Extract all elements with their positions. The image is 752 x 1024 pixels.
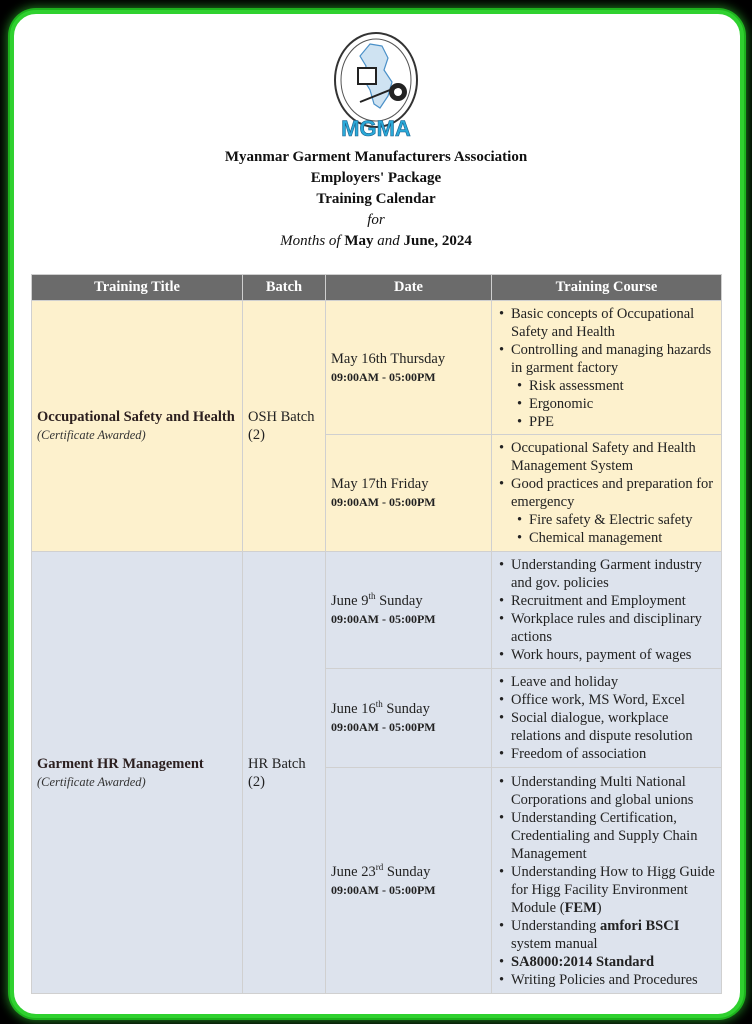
- list-item: • Workplace rules and disciplinary actions: [511, 610, 716, 646]
- sub-item: • Risk assessment: [529, 377, 716, 395]
- col-date: Date: [326, 275, 492, 301]
- list-item: • Understanding Certification, Credentialing and Supply Chain Management: [511, 809, 716, 863]
- table-row: [32, 552, 722, 669]
- list-item: • Leave and holiday: [511, 673, 716, 691]
- list-item: • Occupational Safety and Health Management System: [511, 439, 716, 475]
- sub-item: • PPE: [529, 413, 716, 431]
- list-item: • Understanding How to Higg Guide for Higg Facility Environment Module (FEM): [511, 863, 716, 917]
- list-item: • Understanding Garment industry and gov. policies: [511, 556, 716, 592]
- package-name: Employers' Package: [310, 170, 442, 186]
- list-item: • Writing Policies and Procedures: [511, 971, 716, 989]
- list-item: • Understanding Multi National Corporations and global unions: [511, 773, 716, 809]
- session-date: June 23rd Sunday: [331, 861, 431, 880]
- session-time: 09:00AM - 05:00PM: [331, 612, 436, 626]
- course-cell: [492, 435, 722, 552]
- session-time: 09:00AM - 05:00PM: [331, 369, 436, 384]
- osh-title-cell: [32, 301, 243, 552]
- list-item: • Work hours, payment of wages: [511, 646, 716, 664]
- session-time: 09:00AM - 05:00PM: [331, 882, 436, 897]
- osh-title: Occupational Safety and Health: [37, 409, 235, 425]
- session-date: May 17th Friday: [331, 476, 429, 492]
- hr-title-cell: [32, 552, 243, 994]
- date-cell: [326, 552, 492, 669]
- list-item: • Social dialogue, workplace relations and dispute resolution: [511, 709, 716, 745]
- list-item: • Office work, MS Word, Excel: [511, 691, 716, 709]
- date-cell: [326, 301, 492, 435]
- session-date: June 16th Sunday: [331, 699, 430, 717]
- course-cell: [492, 768, 722, 994]
- osh-batch: OSH Batch (2): [243, 301, 326, 552]
- sub-item: • Fire safety & Electric safety: [529, 511, 716, 529]
- logo-text: MGMA: [341, 116, 411, 141]
- session-date: May 16th Thursday: [331, 350, 446, 367]
- training-calendar-table: [31, 274, 722, 994]
- mgma-logo: [330, 30, 422, 142]
- list-item: • SA8000:2014 Standard: [511, 953, 716, 971]
- course-cell: [492, 669, 722, 768]
- date-cell: [326, 669, 492, 768]
- col-training-title: Training Title: [32, 275, 243, 301]
- sub-item: • Ergonomic: [529, 395, 716, 413]
- list-item: • Good practices and preparation for emergency • Fire safety & Electric safety • Chemical management: [511, 475, 716, 547]
- session-time: 09:00AM - 05:00PM: [331, 720, 436, 734]
- course-cell: [492, 552, 722, 669]
- list-item: • Freedom of association: [511, 745, 716, 763]
- for-line: for: [367, 212, 385, 228]
- session-time: 09:00AM - 05:00PM: [331, 495, 436, 509]
- doc-title: Training Calendar: [316, 191, 436, 207]
- date-cell: [326, 435, 492, 552]
- table-header-row: [32, 275, 722, 301]
- col-batch: Batch: [243, 275, 326, 301]
- list-item: • Understanding amfori BSCI system manual: [511, 917, 716, 953]
- session-date: June 9th Sunday: [331, 591, 423, 609]
- list-item: • Recruitment and Employment: [511, 592, 716, 610]
- list-item: • Controlling and managing hazards in garment factory • Risk assessment • Ergonomic • PPE: [511, 341, 716, 431]
- hr-cert: (Certificate Awarded): [37, 774, 146, 789]
- table-row: [32, 301, 722, 435]
- col-training-course: Training Course: [492, 275, 722, 301]
- course-cell: [492, 301, 722, 435]
- hr-title: Garment HR Management: [37, 755, 204, 772]
- date-cell: [326, 768, 492, 994]
- sub-item: • Chemical management: [529, 529, 716, 547]
- hr-batch: HR Batch (2): [243, 552, 326, 994]
- osh-cert: (Certificate Awarded): [37, 428, 146, 442]
- list-item: • Basic concepts of Occupational Safety and Health: [511, 305, 716, 341]
- months-line: Months of May and June, 2024: [280, 233, 472, 249]
- org-name: Myanmar Garment Manufacturers Association: [224, 149, 528, 165]
